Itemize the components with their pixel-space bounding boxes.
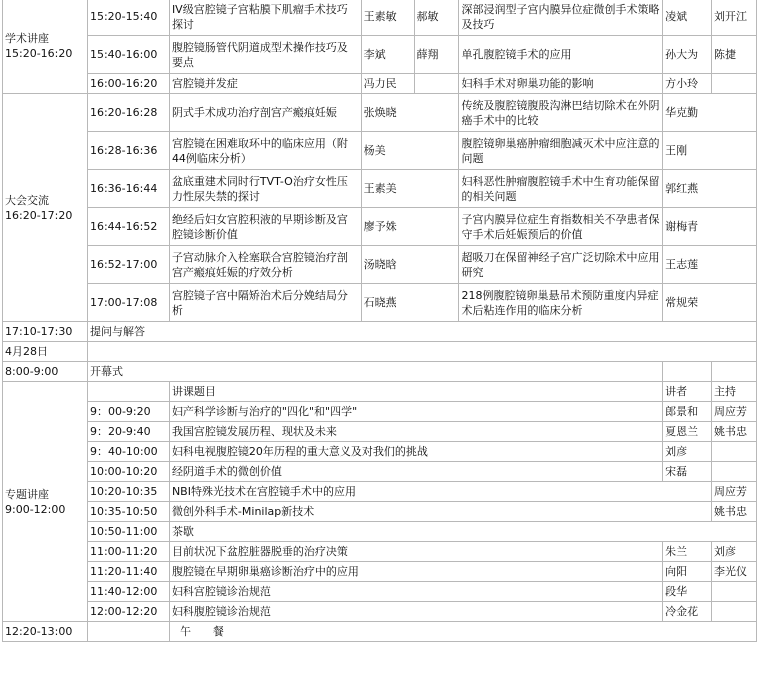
time-cell: 10:20-10:35	[87, 482, 169, 502]
host-cell: 周应芳	[712, 402, 757, 422]
topic-cell-2: 妇科恶性肿瘤腹腔镜手术中生育功能保留的相关问题	[459, 170, 663, 208]
table-row	[3, 208, 757, 246]
time-cell: 11:40-12:00	[87, 582, 169, 602]
empty-cell	[87, 382, 169, 402]
topic-cell: 妇科宫腔镜诊治规范	[169, 582, 662, 602]
speaker-cell: 朱兰	[663, 542, 712, 562]
time-cell: 11:00-11:20	[87, 542, 169, 562]
time-cell: 16:44-16:52	[87, 208, 169, 246]
header-speaker: 讲者	[663, 382, 712, 402]
time-cell: 9：40-10:00	[87, 442, 169, 462]
host-cell: 姚书忠	[712, 502, 757, 522]
speaker-cell: 张焕晓	[361, 94, 459, 132]
speaker-cell-2: 孙大为	[663, 36, 712, 74]
time-cell: 9：20-9:40	[87, 422, 169, 442]
table-row	[3, 74, 757, 94]
speaker-cell: 段华	[663, 582, 712, 602]
table-row	[3, 284, 757, 322]
speaker-cell-2: 常规荣	[663, 284, 757, 322]
table-row	[3, 442, 757, 462]
table-row	[3, 382, 757, 402]
speaker-cell-2: 谢梅青	[663, 208, 757, 246]
time-cell: 12:20-13:00	[3, 622, 88, 642]
time-cell: 8:00-9:00	[3, 362, 88, 382]
speaker-cell: 冷金花	[663, 602, 712, 622]
table-row	[3, 562, 757, 582]
topic-cell: 阴式手术成功治疗剖宫产瘢痕妊娠	[169, 94, 361, 132]
host-cell: 薛翔	[414, 36, 459, 74]
date-cell: 4月28日	[3, 342, 88, 362]
table-row	[3, 502, 757, 522]
topic-cell: 子宫动脉介入栓塞联合宫腔镜治疗剖宫产瘢痕妊娠的疗效分析	[169, 246, 361, 284]
topic-cell-2: 腹腔镜卵巢癌肿瘤细胞减灭术中应注意的问题	[459, 132, 663, 170]
host-cell	[712, 602, 757, 622]
topic-cell-2: 子宫内膜异位症生育指数相关不孕患者保守手术后妊娠预后的价值	[459, 208, 663, 246]
topic-cell: 宫腔镜子宫中隔矫治术后分娩结局分析	[169, 284, 361, 322]
time-cell: 10:00-10:20	[87, 462, 169, 482]
speaker-cell: 王素美	[361, 170, 459, 208]
header-topic: 讲课题目	[169, 382, 662, 402]
session-cell	[3, 94, 88, 322]
topic-cell-2: 超吸刀在保留神经子宫广泛切除术中应用研究	[459, 246, 663, 284]
table-row	[3, 522, 757, 542]
table-row	[3, 542, 757, 562]
time-cell: 10:35-10:50	[87, 502, 169, 522]
topic-cell: 妇科电视腹腔镜20年历程的重大意义及对我们的挑战	[169, 442, 662, 462]
header-host: 主持	[712, 382, 757, 402]
schedule-table	[2, 0, 757, 642]
speaker-cell-2: 王刚	[663, 132, 757, 170]
speaker-cell: 刘彦	[663, 442, 712, 462]
qa-label: 提问与解答	[87, 322, 756, 342]
speaker-cell-2: 王志莲	[663, 246, 757, 284]
table-row	[3, 132, 757, 170]
speaker-cell-2: 凌斌	[663, 0, 712, 36]
table-row	[3, 582, 757, 602]
time-cell: 16:52-17:00	[87, 246, 169, 284]
table-row	[3, 342, 757, 362]
host-cell-2	[712, 74, 757, 94]
speaker-cell: 郎景和	[663, 402, 712, 422]
time-cell: 16:00-16:20	[87, 74, 169, 94]
topic-cell-2: 深部浸润型子宫内膜异位症微创手术策略及技巧	[459, 0, 663, 36]
time-cell: 15:20-15:40	[87, 0, 169, 36]
host-cell	[712, 582, 757, 602]
table-row	[3, 0, 757, 36]
time-cell: 17:00-17:08	[87, 284, 169, 322]
session-time: 16:20-17:20	[5, 208, 73, 222]
lunch-label: 午 餐	[169, 622, 756, 642]
host-cell: 刘彦	[712, 542, 757, 562]
host-cell	[712, 462, 757, 482]
session-label: 大会交流	[5, 193, 49, 207]
host-cell	[414, 74, 459, 94]
time-cell: 16:28-16:36	[87, 132, 169, 170]
empty-cell	[663, 362, 712, 382]
speaker-cell: 冯力民	[361, 74, 414, 94]
speaker-cell: 李斌	[361, 36, 414, 74]
time-cell: 10:50-11:00	[87, 522, 169, 542]
table-row	[3, 246, 757, 284]
topic-cell-2: 妇科手术对卵巢功能的影响	[459, 74, 663, 94]
host-cell: 李光仪	[712, 562, 757, 582]
host-cell	[712, 442, 757, 462]
time-cell: 15:40-16:00	[87, 36, 169, 74]
topic-cell: 腹腔镜肠管代阴道成型术操作技巧及要点	[169, 36, 361, 74]
topic-cell: 目前状况下盆腔脏器脱垂的治疗决策	[169, 542, 662, 562]
speaker-cell: 宋磊	[663, 462, 712, 482]
table-row	[3, 602, 757, 622]
table-row	[3, 170, 757, 208]
empty-cell	[87, 622, 169, 642]
speaker-cell-2: 郭红燕	[663, 170, 757, 208]
speaker-cell-2: 方小玲	[663, 74, 712, 94]
opening-label: 开幕式	[87, 362, 662, 382]
session-label: 学术讲座	[5, 31, 49, 45]
speaker-cell-2: 华克勤	[663, 94, 757, 132]
time-cell: 12:00-12:20	[87, 602, 169, 622]
speaker-cell: 石晓燕	[361, 284, 459, 322]
table-row	[3, 362, 757, 382]
topic-cell-2: 218例腹腔镜卵巢悬吊术预防重度内异症术后粘连作用的临床分析	[459, 284, 663, 322]
topic-cell: 妇科腹腔镜诊治规范	[169, 602, 662, 622]
host-cell: 姚书忠	[712, 422, 757, 442]
session-time: 15:20-16:20	[5, 46, 73, 60]
topic-cell-2: 单孔腹腔镜手术的应用	[459, 36, 663, 74]
host-cell: 郝敏	[414, 0, 459, 36]
table-row	[3, 94, 757, 132]
session-cell	[3, 382, 88, 622]
speaker-cell: 汤晓晗	[361, 246, 459, 284]
host-cell-2: 陈捷	[712, 36, 757, 74]
topic-cell: IV级宫腔镜子宫粘膜下肌瘤手术技巧探讨	[169, 0, 361, 36]
topic-cell: 盆底重建术同时行TVT-O治疗女性压力性尿失禁的探讨	[169, 170, 361, 208]
time-cell: 9：00-9:20	[87, 402, 169, 422]
time-cell: 11:20-11:40	[87, 562, 169, 582]
table-row	[3, 422, 757, 442]
topic-cell: NBI特殊光技术在宫腔镜手术中的应用	[169, 482, 711, 502]
speaker-cell: 向阳	[663, 562, 712, 582]
table-row	[3, 322, 757, 342]
table-row	[3, 622, 757, 642]
table-row	[3, 36, 757, 74]
host-cell: 周应芳	[712, 482, 757, 502]
session-time: 9:00-12:00	[5, 502, 66, 516]
break-label: 茶歇	[169, 522, 756, 542]
empty-cell	[87, 342, 756, 362]
speaker-cell: 杨美	[361, 132, 459, 170]
topic-cell: 我国宫腔镜发展历程、现状及未来	[169, 422, 662, 442]
table-row	[3, 482, 757, 502]
time-cell: 16:36-16:44	[87, 170, 169, 208]
time-cell: 16:20-16:28	[87, 94, 169, 132]
topic-cell: 绝经后妇女宫腔积液的早期诊断及宫腔镜诊断价值	[169, 208, 361, 246]
topic-cell: 妇产科学诊断与治疗的"四化"和"四学"	[169, 402, 662, 422]
topic-cell-2: 传统及腹腔镜腹股沟淋巴结切除术在外阴癌手术中的比较	[459, 94, 663, 132]
topic-cell: 微创外科手术-Minilap新技术	[169, 502, 711, 522]
table-row	[3, 462, 757, 482]
topic-cell: 宫腔镜并发症	[169, 74, 361, 94]
table-row	[3, 402, 757, 422]
speaker-cell: 王素敏	[361, 0, 414, 36]
time-cell: 17:10-17:30	[3, 322, 88, 342]
host-cell-2: 刘开江	[712, 0, 757, 36]
topic-cell: 经阴道手术的微创价值	[169, 462, 662, 482]
session-cell	[3, 0, 88, 94]
topic-cell: 腹腔镜在早期卵巢癌诊断治疗中的应用	[169, 562, 662, 582]
topic-cell: 宫腔镜在困难取环中的临床应用（附44例临床分析）	[169, 132, 361, 170]
empty-cell	[712, 362, 757, 382]
session-label: 专题讲座	[5, 487, 49, 501]
speaker-cell: 夏恩兰	[663, 422, 712, 442]
speaker-cell: 廖予姝	[361, 208, 459, 246]
